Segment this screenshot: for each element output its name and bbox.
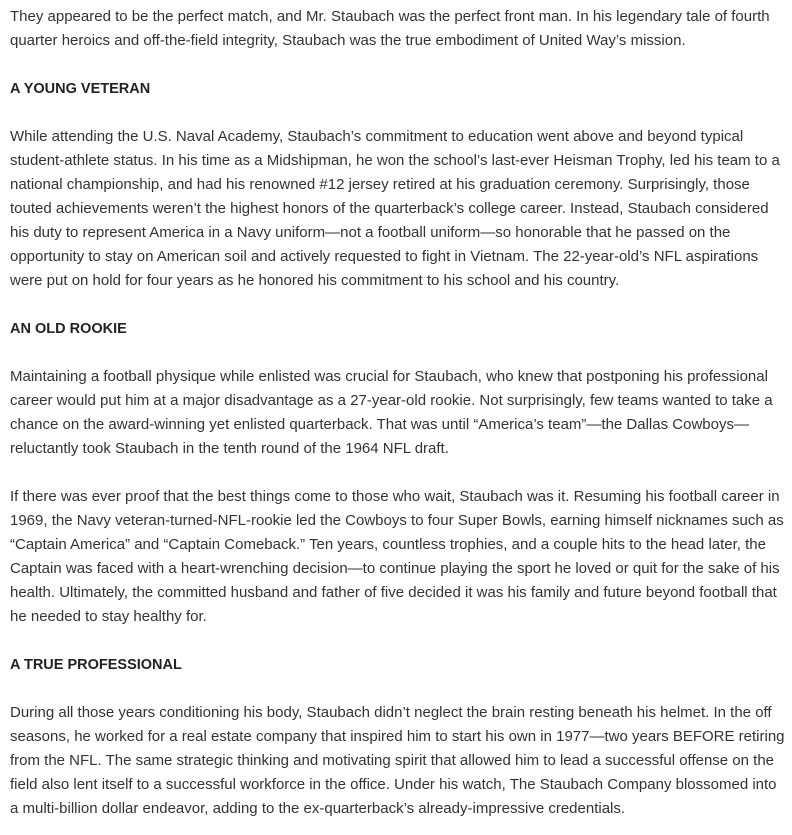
paragraph-true-professional: During all those years conditioning his body, Staubach didn’t neglect the brain resting beneath his helmet. In the off seasons, he worked for a real estate company that inspired him to start his own in 1977—two years BEFORE retiring from the NFL. The same strategic thinking and motivating spirit that allowed him to lead a successful offense on the field also lent itself to a successful workforce in the office. Under his watch, The Staubach Company blossomed into a multi-billion dollar endeavor, adding to the ex-quarterback’s already-impressive credentials. [10,704,785,817]
paragraph-young-veteran: While attending the U.S. Naval Academy, Staubach’s commitment to education went above and beyond typical student-athlete status. In his time as a Midshipman, he won the school’s last-ever Heisman Trophy, led his team to a national championship, and had his renowned #12 jersey retired at his graduation ceremony. Surprisingly, those touted achievements weren’t the highest honors of the quarterback’s college career. Instead, Staubach considered his duty to represent America in a Navy uniform—not a football uniform—so honorable that he passed on the opportunity to stay on American soil and actively requested to fight in Vietnam. The 22-year-old’s NFL aspirations were put on hold for four years as he honored his commitment to his school and his country. [10,128,780,289]
intro-paragraph: They appeared to be the perfect match, and Mr. Staubach was the perfect front man. In his legendary tale of fourth quarter heroics and off-the-field integrity, Staubach was the true embodiment of United Way’s mission. [10,8,770,49]
section-heading-true-professional: A TRUE PROFESSIONAL [10,657,182,673]
paragraph-old-rookie-1: Maintaining a football physique while enlisted was crucial for Staubach, who knew that postponing his professional career would put him at a major disadvantage as a 27-year-old rookie. Not surprisingly, few teams wanted to take a chance on the award-winning yet enlisted quarterback. That was until “America’s team”—the Dallas Cowboys—reluctantly took Staubach in the tenth round of the 1964 NFL draft. [10,368,773,457]
section-heading-old-rookie: AN OLD ROOKIE [10,321,127,337]
section-heading-young-veteran: A YOUNG VETERAN [10,81,151,97]
paragraph-old-rookie-2: If there was ever proof that the best things come to those who wait, Staubach was it. Resuming his football career in 1969, the Navy veteran-turned-NFL-rookie led the Cowboys to four Super Bowls, earning himself nicknames such as “Captain America” and “Captain Comeback.” Ten years, countless trophies, and a couple hits to the head later, the Captain was faced with a heart-wrenching decision—to continue playing the sport he loved or quit for the sake of his health. Ultimately, the committed husband and father of five decided it was his family and future beyond football that he needed to stay healthy for. [10,488,784,625]
